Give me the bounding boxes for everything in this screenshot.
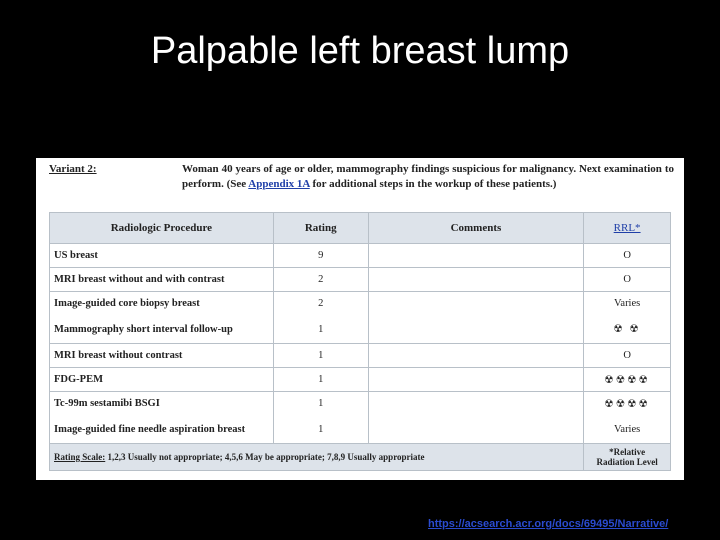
table-row [50,244,671,268]
rrl-radiation-icons: ☢☢☢☢ [584,368,671,392]
rrl-cell: Varies [584,292,671,316]
header-rating: Rating [273,213,368,244]
rating-cell: 1 [273,316,368,344]
table-row [50,392,671,416]
procedure-cell: MRI breast without contrast [50,344,274,368]
rating-scale-label: Rating Scale: [54,452,106,462]
guideline-document [36,158,684,480]
variant-description [182,162,674,212]
rating-cell: 1 [273,416,368,444]
slide-title: Palpable left breast lump [150,30,570,72]
rating-cell: 1 [273,392,368,416]
rating-scale-row [50,444,671,471]
comments-cell [368,268,584,292]
variant-text-before: Woman 40 years of age or older, mammography findings suspicious for malignancy. Next examination to perform. (See [182,163,674,190]
rrl-cell: Varies [584,416,671,444]
variant-text-after: for additional steps in the workup of these patients.) [309,178,557,190]
comments-cell [368,392,584,416]
appendix-link[interactable]: Appendix 1A [248,178,310,190]
procedure-cell: Image-guided fine needle aspiration breast [50,416,274,444]
header-procedure: Radiologic Procedure [50,213,274,244]
rrl-cell: O [584,344,671,368]
variant-label: Variant 2: [49,163,97,175]
table-header-row [50,213,671,244]
comments-cell [368,344,584,368]
procedure-cell: MRI breast without and with contrast [50,268,274,292]
rating-scale-cell [50,444,584,471]
rrl-legend-cell [584,444,671,471]
rating-cell: 1 [273,368,368,392]
comments-cell [368,416,584,444]
source-link[interactable]: https://acsearch.acr.org/docs/69495/Narrative/ [428,518,669,530]
rrl-radiation-icons: ☢ ☢ [584,316,671,344]
rrl-legend-line1: *Relative [609,447,646,457]
rating-cell: 1 [273,344,368,368]
variant-header [49,162,674,212]
rrl-cell: O [584,244,671,268]
table-row [50,316,671,344]
procedure-table [49,212,671,471]
rating-cell: 2 [273,268,368,292]
rrl-cell: O [584,268,671,292]
procedure-cell: US breast [50,244,274,268]
rating-scale-text: 1,2,3 Usually not appropriate; 4,5,6 May be appropriate; 7,8,9 Usually appropriate [105,452,425,462]
rrl-radiation-icons: ☢☢☢☢ [584,392,671,416]
table-row [50,368,671,392]
table-row [50,292,671,316]
header-comments: Comments [368,213,584,244]
table-row [50,344,671,368]
table-row [50,268,671,292]
procedure-cell: Mammography short interval follow-up [50,316,274,344]
rating-cell: 2 [273,292,368,316]
rrl-legend-line2: Radiation Level [596,457,658,467]
comments-cell [368,316,584,344]
comments-cell [368,244,584,268]
comments-cell [368,292,584,316]
header-rrl-link[interactable]: RRL* [584,213,671,244]
procedure-cell: FDG-PEM [50,368,274,392]
rating-cell: 9 [273,244,368,268]
procedure-cell: Image-guided core biopsy breast [50,292,274,316]
table-row [50,416,671,444]
procedure-cell: Tc-99m sestamibi BSGI [50,392,274,416]
comments-cell [368,368,584,392]
